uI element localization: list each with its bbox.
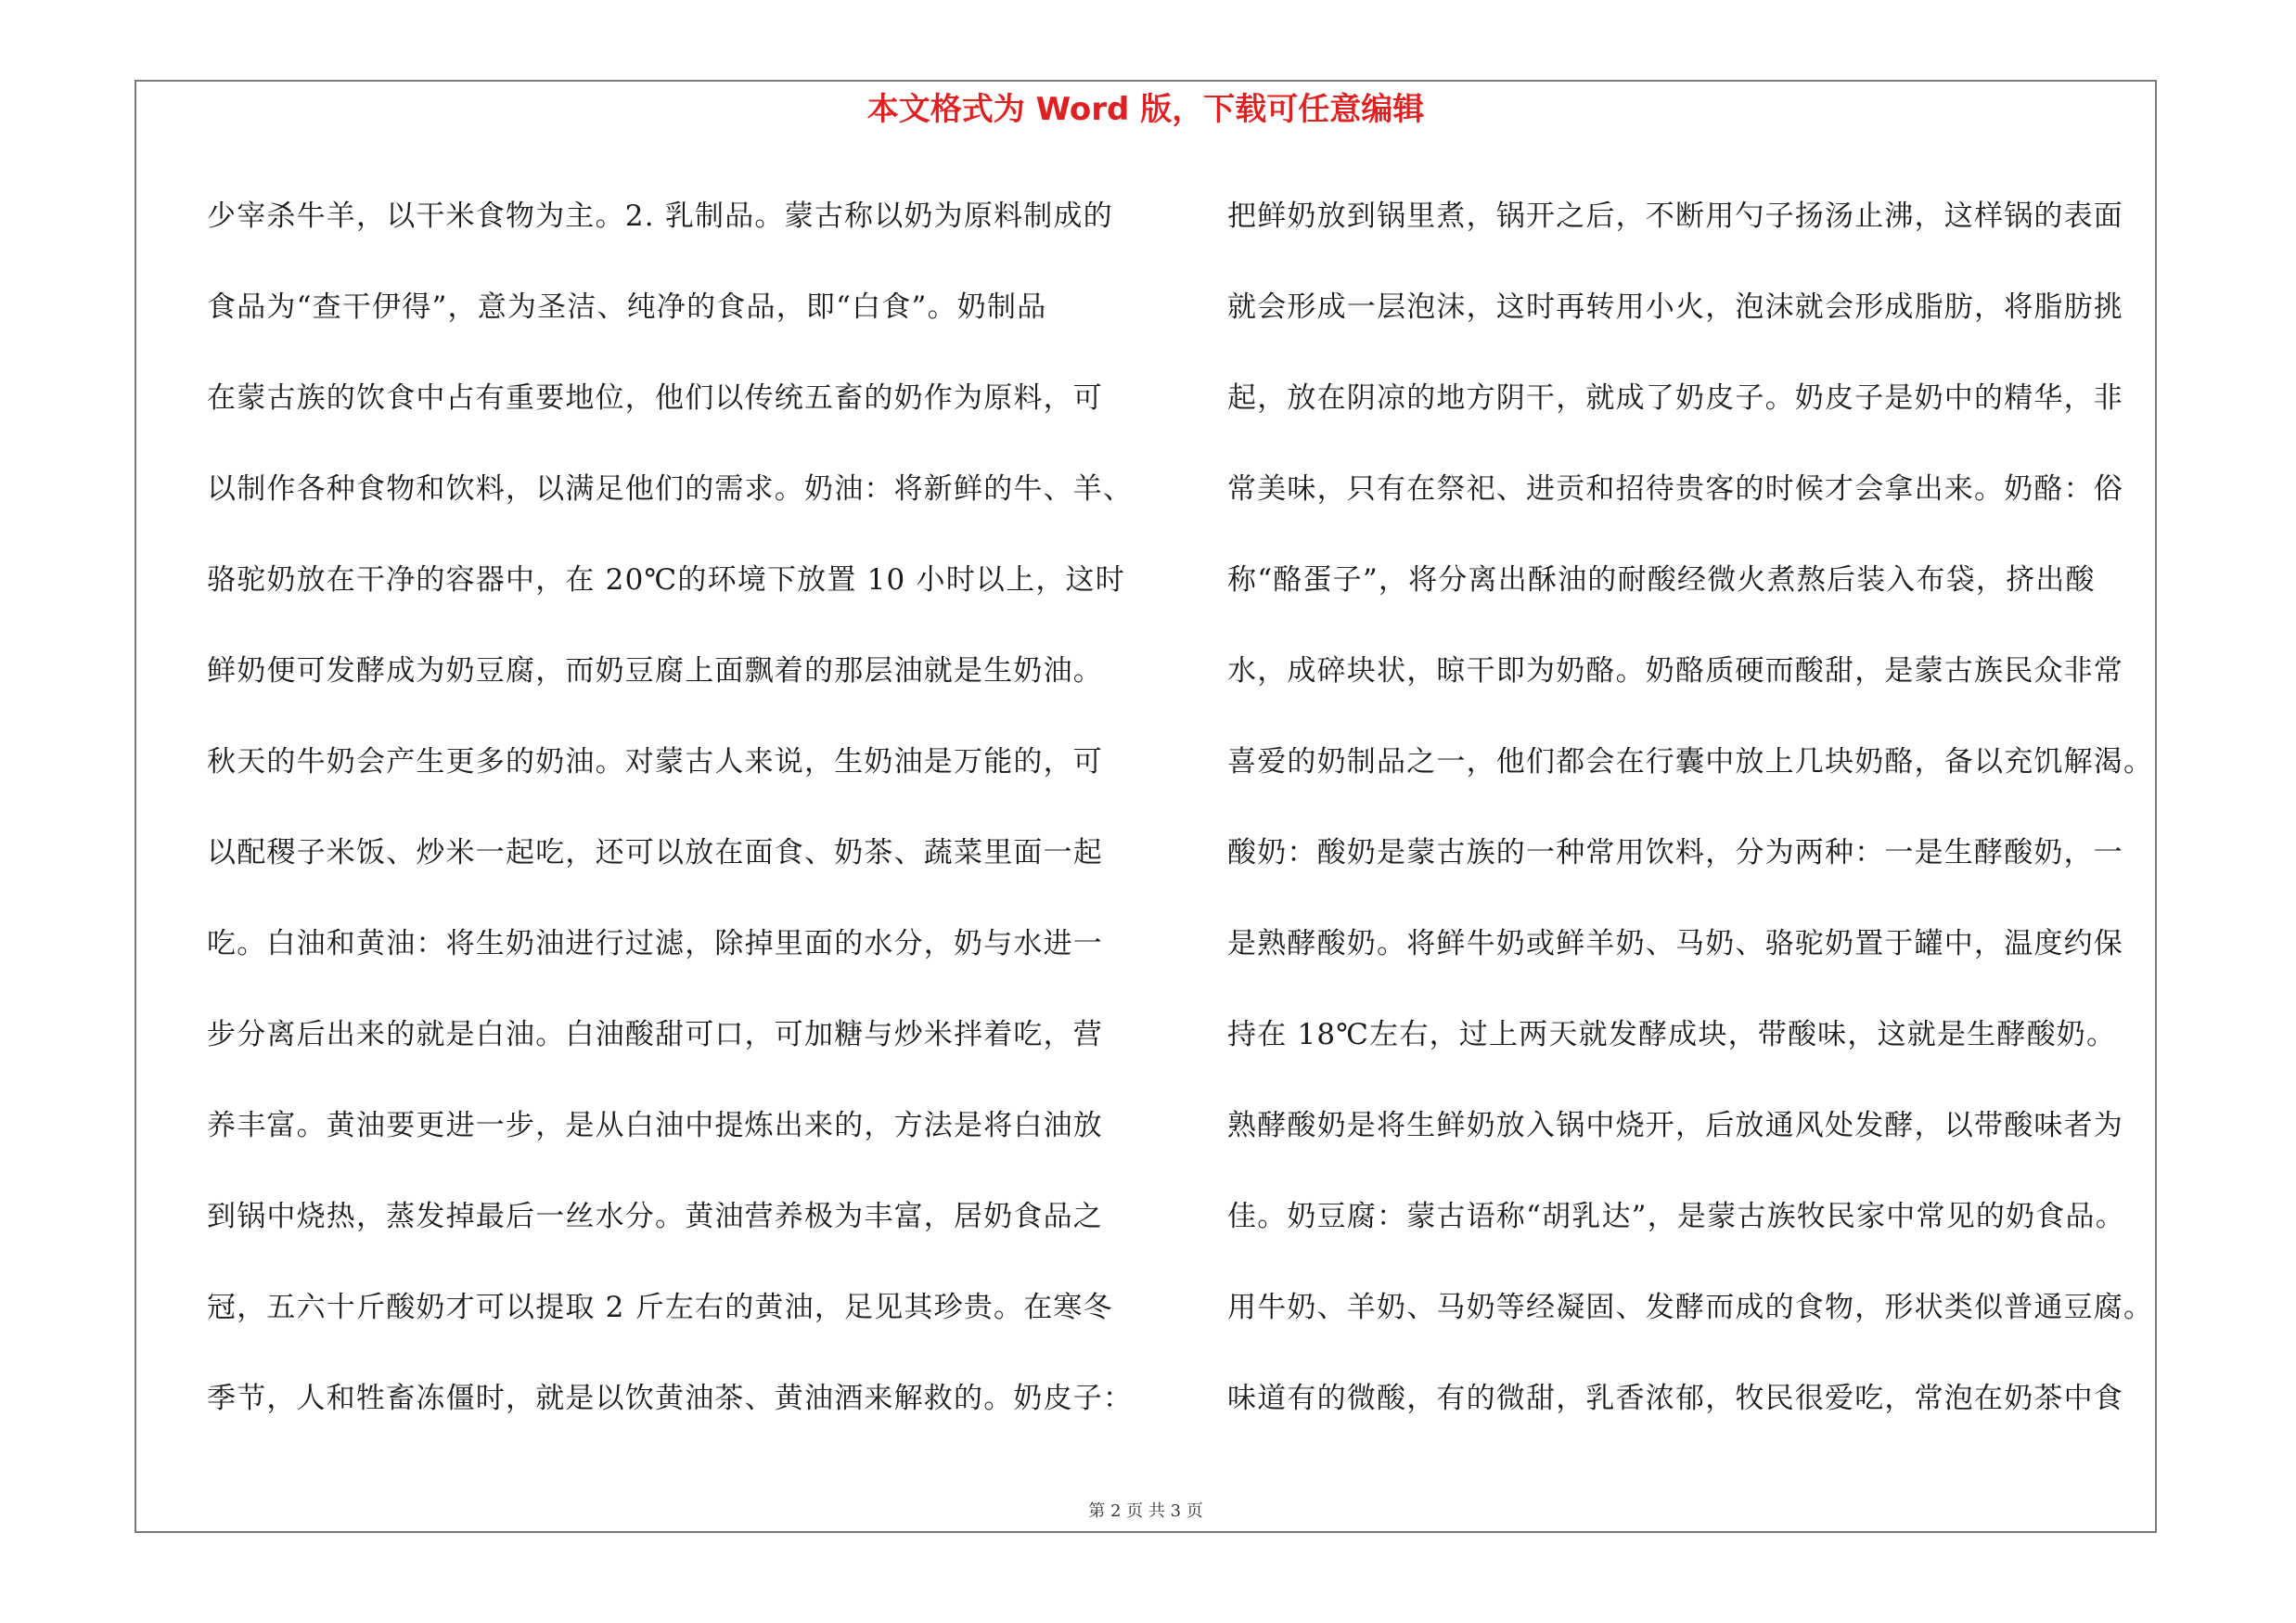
text-line: 步分离后出来的就是白油。白油酸甜可口，可加糖与炒米拌着吃，营 [207,1018,1103,1051]
text-line: 把鲜奶放到锅里煮，锅开之后，不断用勺子扬汤止沸，这样锅的表面 [1227,200,2123,233]
text-line: 喜爱的奶制品之一，他们都会在行囊中放上几块奶酪，备以充饥解渴。 [1227,745,2154,779]
text-line: 水，成碎块状，晾干即为奶酪。奶酪质硬而酸甜，是蒙古族民众非常 [1227,654,2123,688]
text-line: 冠，五六十斤酸奶才可以提取 2 斤左右的黄油，足见其珍贵。在寒冬 [207,1291,1113,1324]
text-line: 就会形成一层泡沫，这时再转用小火，泡沫就会形成脂肪，将脂肪挑 [1227,290,2123,324]
text-line: 到锅中烧热，蒸发掉最后一丝水分。黄油营养极为丰富，居奶食品之 [207,1200,1103,1233]
text-line: 少宰杀牛羊，以干米食物为主。2. 乳制品。蒙古称以奶为原料制成的 [207,200,1113,233]
page-footer: 第 2 页 共 3 页 [1088,1501,1203,1521]
text-line: 骆驼奶放在干净的容器中，在 20℃的环境下放置 10 小时以上，这时 [207,563,1125,597]
text-line: 吃。白油和黄油：将生奶油进行过滤，除掉里面的水分，奶与水进一 [207,927,1103,960]
text-line: 季节，人和牲畜冻僵时，就是以饮黄油茶、黄油酒来解救的。奶皮子： [207,1382,1134,1415]
text-line: 以配稷子米饭、炒米一起吃，还可以放在面食、奶茶、蔬菜里面一起 [207,836,1103,869]
text-line: 在蒙古族的饮食中占有重要地位，他们以传统五畜的奶作为原料，可 [207,381,1103,415]
text-line: 鲜奶便可发酵成为奶豆腐，而奶豆腐上面飘着的那层油就是生奶油。 [207,654,1103,688]
text-line: 佳。奶豆腐：蒙古语称“胡乳达”，是蒙古族牧民家中常见的奶食品。 [1227,1200,2125,1233]
text-line: 起，放在阴凉的地方阴干，就成了奶皮子。奶皮子是奶中的精华，非 [1227,381,2123,415]
text-line: 称“酪蛋子”，将分离出酥油的耐酸经微火煮熬后装入布袋，挤出酸 [1227,563,2096,597]
text-line: 熟酵酸奶是将生鲜奶放入锅中烧开，后放通风处发酵，以带酸味者为 [1227,1109,2123,1142]
text-line: 养丰富。黄油要更进一步，是从白油中提炼出来的，方法是将白油放 [207,1109,1103,1142]
text-line: 秋天的牛奶会产生更多的奶油。对蒙古人来说，生奶油是万能的，可 [207,745,1103,779]
text-line: 用牛奶、羊奶、马奶等经凝固、发酵而成的食物，形状类似普通豆腐。 [1227,1291,2154,1324]
text-line: 酸奶：酸奶是蒙古族的一种常用饮料，分为两种：一是生酵酸奶，一 [1227,836,2123,869]
page-frame [135,80,2157,1533]
right-column [1227,171,2155,1444]
text-line: 常美味，只有在祭祀、进贡和招待贵客的时候才会拿出来。奶酪：俗 [1227,472,2123,506]
text-line: 食品为“查干伊得”，意为圣洁、纯净的食品，即“白食”。奶制品 [207,290,1047,324]
text-line: 以制作各种食物和饮料，以满足他们的需求。奶油：将新鲜的牛、羊、 [207,472,1134,506]
left-column [207,171,1135,1444]
text-line: 持在 18℃左右，过上两天就发酵成块，带酸味，这就是生酵酸奶。 [1227,1018,2117,1051]
text-line: 是熟酵酸奶。将鲜牛奶或鲜羊奶、马奶、骆驼奶置于罐中，温度约保 [1227,927,2123,960]
text-line: 味道有的微酸，有的微甜，乳香浓郁，牧民很爱吃，常泡在奶茶中食 [1227,1382,2123,1415]
header-banner: 本文格式为 Word 版，下载可任意编辑 [866,91,1425,128]
